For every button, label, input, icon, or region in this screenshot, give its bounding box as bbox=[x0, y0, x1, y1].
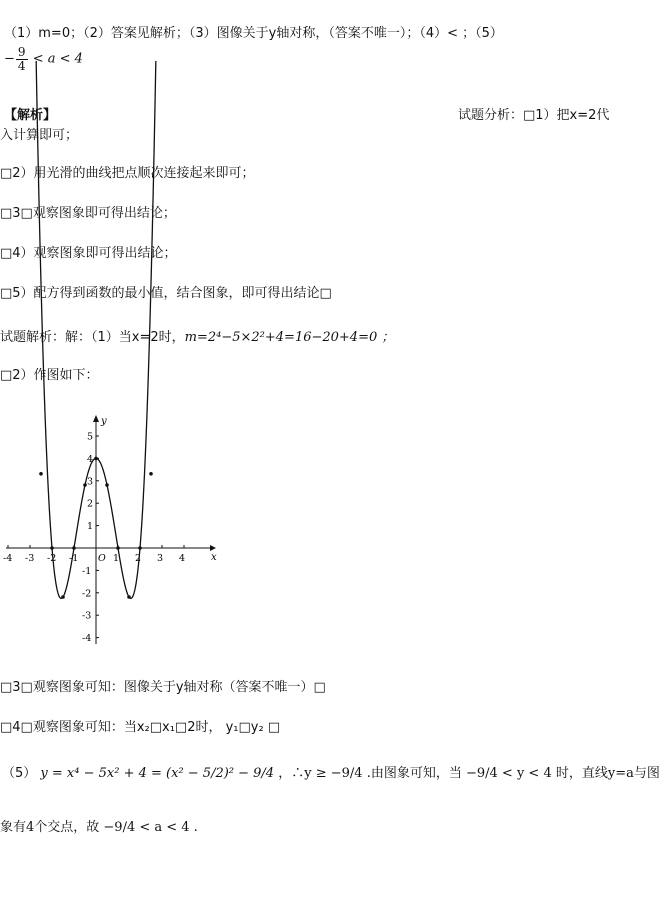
x-tick-label: O bbox=[98, 553, 106, 564]
analysis-step-4: □4）观察图象即可得出结论； bbox=[0, 246, 177, 261]
graph-axes bbox=[6, 415, 217, 644]
solution-part-1 bbox=[0, 326, 394, 345]
curve-point bbox=[127, 595, 131, 599]
graph-ticks bbox=[3, 432, 185, 645]
curve-point bbox=[116, 546, 120, 550]
x-tick-label: 4 bbox=[179, 553, 186, 564]
solution-formula: m=2⁴−5×2²+4=16−20+4=0 ； bbox=[184, 330, 395, 345]
x-tick-label: 2 bbox=[135, 553, 142, 564]
curve-point bbox=[61, 595, 65, 599]
curve-point bbox=[83, 483, 87, 487]
x-tick-label: 3 bbox=[157, 553, 164, 564]
y-tick-label: 2 bbox=[87, 498, 94, 510]
answer-summary: （1）m=0；（2）答案见解析；（3）图像关于y轴对称，（答案不唯一）；（4）< ；（5） bbox=[4, 26, 503, 41]
curve-point bbox=[138, 546, 142, 550]
analysis-step-5: □5）配方得到函数的最小值，结合图象，即可得出结论□ bbox=[0, 286, 332, 301]
curve-point bbox=[105, 483, 109, 487]
y-tick-label: -2 bbox=[82, 588, 92, 600]
y-tick-label: 3 bbox=[87, 476, 94, 488]
curve-point bbox=[39, 472, 43, 476]
part-5-label: （5） bbox=[2, 766, 37, 781]
curve-point bbox=[149, 472, 153, 476]
solution-part-5 bbox=[2, 762, 660, 781]
analysis-intro: 试题分析：□1）把x=2代 bbox=[458, 108, 610, 123]
curve-point bbox=[50, 546, 54, 550]
curve-point bbox=[94, 457, 98, 461]
minus-sign: − bbox=[4, 51, 15, 67]
solution-part-6: 象有4个交点，故 −9/4 < a < 4 . bbox=[0, 820, 198, 835]
x-tick-label: -3 bbox=[25, 553, 35, 564]
x-tick-label: -4 bbox=[3, 553, 13, 564]
range-rest: < a < 4 bbox=[32, 51, 83, 67]
function-graph bbox=[3, 412, 220, 648]
y-tick-label: -3 bbox=[82, 610, 92, 622]
part-5-inequality: ，∴y ≥ −9/4 bbox=[278, 766, 363, 781]
analysis-title: 【解析】 bbox=[4, 108, 57, 123]
solution-part-2: □2）作图如下： bbox=[0, 368, 99, 383]
analysis-continue: 入计算即可； bbox=[0, 128, 79, 143]
y-tick-label: 4 bbox=[87, 453, 94, 465]
answer-range bbox=[4, 46, 83, 72]
x-axis-label: x bbox=[211, 552, 217, 563]
y-axis-arrow bbox=[93, 415, 99, 422]
y-tick-label: -4 bbox=[82, 633, 92, 645]
curve-point bbox=[72, 546, 76, 550]
solution-intro: 试题解析：解：（1）当x=2时， bbox=[0, 330, 185, 345]
solution-part-3: □3□观察图象可知：图像关于y轴对称（答案不唯一）□ bbox=[0, 680, 326, 695]
y-tick-label: -1 bbox=[82, 565, 92, 577]
y-tick-label: 5 bbox=[87, 431, 94, 443]
x-tick-label: -2 bbox=[47, 553, 57, 564]
y-tick-label: 1 bbox=[87, 521, 94, 533]
part-5-conclusion: .由图象可知，当 −9/4 < y < 4 时，直线y=a与图 bbox=[366, 766, 660, 781]
analysis-step-3: □3□观察图象即可得出结论； bbox=[0, 206, 176, 221]
analysis-step-2: □2）用光滑的曲线把点顺次连接起来即可； bbox=[0, 166, 255, 181]
fraction: $\frac{9}{4}$ bbox=[17, 45, 26, 73]
answer-line bbox=[4, 22, 503, 41]
x-tick-label: 1 bbox=[113, 553, 120, 564]
solution-part-4: □4□观察图象可知：当x₂□x₁□2时， y₁□y₂ □ bbox=[0, 720, 281, 735]
y-axis-label: y bbox=[101, 416, 107, 427]
x-axis-arrow bbox=[210, 545, 216, 551]
x-tick-label: -1 bbox=[69, 553, 79, 564]
part-5-expression: y = x⁴ − 5x² + 4 = (x² − 5/2)² − 9/4 bbox=[40, 766, 275, 781]
